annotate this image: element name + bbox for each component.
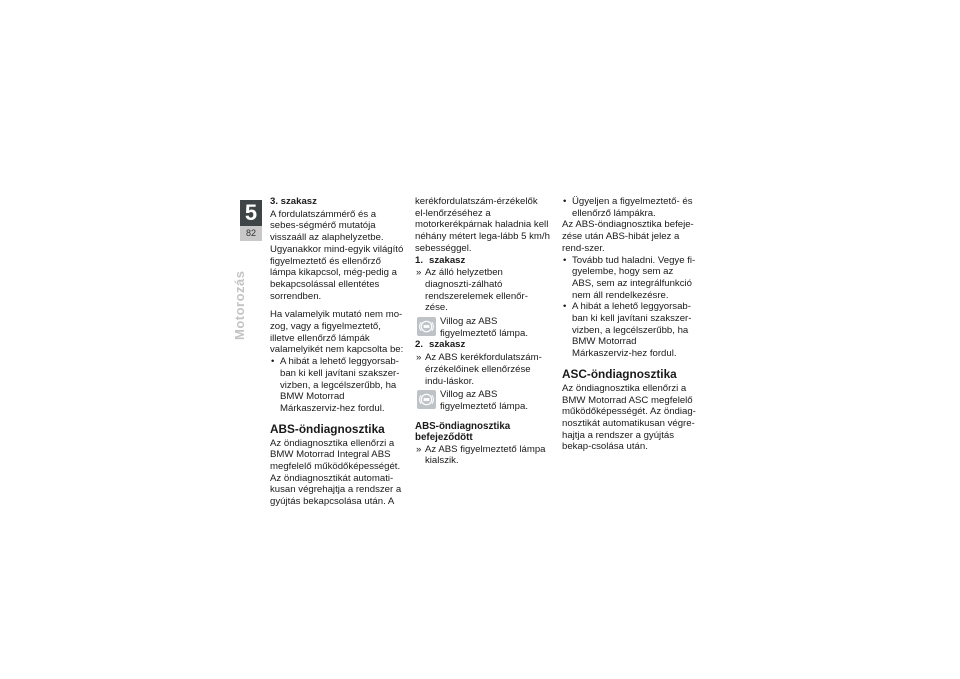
chapter-number: 5 bbox=[240, 200, 262, 226]
text-column-1 bbox=[270, 196, 405, 508]
step-1-title bbox=[415, 255, 550, 267]
step-label: szakasz bbox=[429, 254, 466, 266]
step-label: szakasz bbox=[429, 339, 466, 351]
step-2-title bbox=[415, 339, 550, 351]
lamp-note bbox=[417, 316, 550, 339]
text-column-2 bbox=[415, 196, 550, 467]
text-column-3 bbox=[562, 196, 697, 453]
paragraph: A fordulatszámmérő és a sebes-ségmérő mutatója visszaáll az alaphelyzetbe. Ugyanakkor mind-egyik világító figyelmeztető és ellenőrző lámpa kikapcsol, még-pedig a bekapcsolással ellentétes sorrendben. bbox=[270, 208, 404, 302]
paragraph: Az öndiagnosztika ellenőrzi a BMW Motorrad Integral ABS megfelelő működőképességét. Az öndiagnosztikát automati-kusan végrehajtja a rendszer a gyújtás bekapcsolása után. A bbox=[270, 437, 402, 508]
paragraph: Ha valamelyik mutató nem mo-zog, vagy a figyelmeztető, illetve ellenőrző lámpák valamelyikét nem kapcsolta be: bbox=[270, 309, 404, 356]
bullet-item: • A hibát a lehető leggyorsab-ban ki kell javítani szakszer-vizben, a legcélszerűbb, ha BMW Motorrad Márkaszerviz-hez fordul. bbox=[270, 356, 405, 415]
asc-heading: ASC-öndiagnosztika bbox=[562, 366, 677, 381]
action-item: » Az ABS kerékfordulatszám-érzékelőinek ellenőrzése indu-láskor. bbox=[415, 352, 550, 387]
paragraph: kerékfordulatszám-érzékelők el-lenőrzéséhez a motorkerékpárnak haladnia kell néhány métert lega-lább 5 km/h sebességgel. bbox=[415, 196, 550, 254]
paragraph: Az ABS-öndiagnosztika befeje-zése után ABS-hibát jelez a rend-szer. bbox=[562, 219, 694, 254]
bullet-item: • A hibát a lehető leggyorsab-ban ki kell javítani szakszer-vizben, a legcélszerűbb, ha BMW Motorrad Márkaszerviz-hez fordul. bbox=[562, 301, 697, 360]
step-number: 2. bbox=[415, 339, 424, 351]
bullet-item: • Tovább tud haladni. Vegye fi-gyelembe, hogy sem az ABS, sem az integrálfunkció nem áll rendelkezésre. bbox=[562, 255, 697, 302]
lamp-note bbox=[417, 389, 550, 412]
paragraph: Az öndiagnosztika ellenőrzi a BMW Motorrad ASC megfelelő működőképességét. Az öndiag-nosztikát automatikusan végre-hajtja a rendszer a gyújtás bekap-csolása után. bbox=[562, 382, 696, 453]
abs-warning-lamp-icon bbox=[417, 317, 436, 336]
page-number: 82 bbox=[240, 226, 262, 241]
side-chapter-title: Motorozás bbox=[232, 270, 247, 340]
lamp-note-text: Villog az ABS figyelmeztető lámpa. bbox=[440, 389, 528, 412]
lamp-note-text: Villog az ABS figyelmeztető lámpa. bbox=[440, 316, 528, 339]
action-item: » Az ABS figyelmeztető lámpa kialszik. bbox=[415, 444, 550, 467]
abs-done-heading: ABS-öndiagnosztika befejeződött bbox=[415, 420, 511, 443]
chapter-marker bbox=[240, 200, 262, 241]
bullet-item: • Ügyeljen a figyelmeztető- és ellenőrző lámpákra. bbox=[562, 196, 697, 219]
step-3-title: 3. szakasz bbox=[270, 196, 317, 207]
abs-warning-lamp-icon bbox=[417, 390, 436, 409]
abs-heading: ABS-öndiagnosztika bbox=[270, 421, 385, 436]
step-number: 1. bbox=[415, 254, 424, 266]
action-item: » Az álló helyzetben diagnoszti-zálható rendszerelemek ellenőr-zése. bbox=[415, 267, 550, 314]
